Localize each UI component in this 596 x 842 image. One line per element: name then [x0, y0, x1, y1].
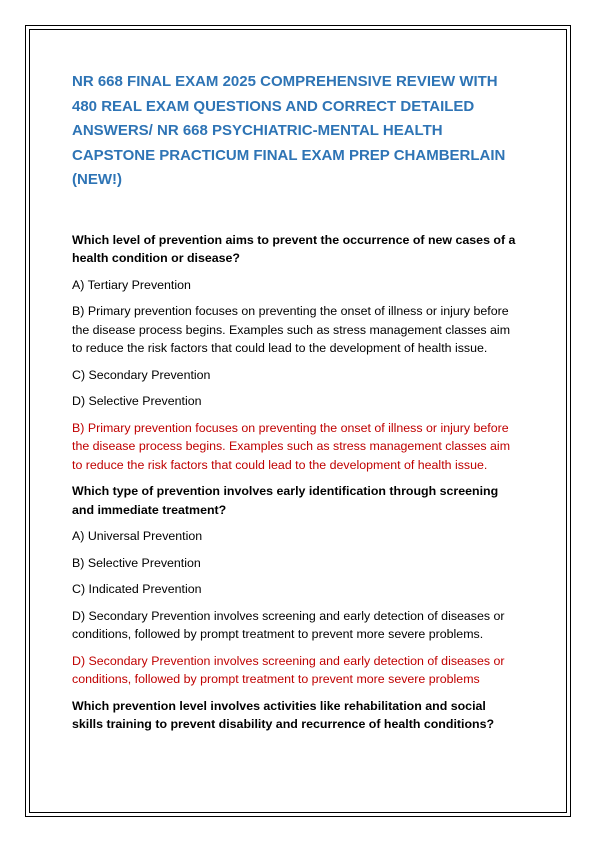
question-text: Which level of prevention aims to prevent the occurrence of new cases of a health condition or disease? [72, 232, 516, 265]
question-block-1 [72, 231, 516, 475]
question-block-3 [72, 697, 516, 734]
option-d: D) Selective Prevention [72, 394, 202, 408]
correct-answer: B) Primary prevention focuses on preventing the onset of illness or injury before the disease process begins. Examples such as stress management classes aim to reduce the risk factors that could lead to the development of health issue. [72, 420, 511, 472]
option-c: C) Secondary Prevention [72, 367, 211, 382]
question-block-2 [72, 482, 516, 689]
document-title: NR 668 FINAL EXAM 2025 COMPREHENSIVE REVIEW WITH 480 REAL EXAM QUESTIONS AND CORRECT DETAILED ANSWERS/ NR 668 PSYCHIATRIC-MENTAL HEALTH CAPSTONE PRACTICUM FINAL EXAM PREP CHAMBERLAIN (NEW!) [72, 73, 506, 188]
document-body [72, 70, 516, 742]
option-d: D) Secondary Prevention involves screening and early detection of diseases or conditions, followed by prompt treatment to prevent more severe problems. [72, 608, 505, 641]
option-a: A) Universal Prevention [72, 529, 203, 543]
option-b: B) Selective Prevention [72, 555, 201, 570]
question-text: Which type of prevention involves early identification through screening and immediate treatment? [72, 484, 499, 517]
option-a: A) Tertiary Prevention [72, 277, 191, 292]
option-b: B) Primary prevention focuses on preventing the onset of illness or injury before the disease process begins. Examples such as stress management classes aim to reduce the risk factors that could lead to the development of health issue. [72, 304, 511, 355]
option-c: C) Indicated Prevention [72, 582, 202, 596]
question-text: Which prevention level involves activities like rehabilitation and social skills training to prevent disability and recurrence of health conditions? [72, 698, 495, 731]
correct-answer: D) Secondary Prevention involves screening and early detection of diseases or conditions, followed by prompt treatment to prevent more severe problems [72, 653, 505, 686]
